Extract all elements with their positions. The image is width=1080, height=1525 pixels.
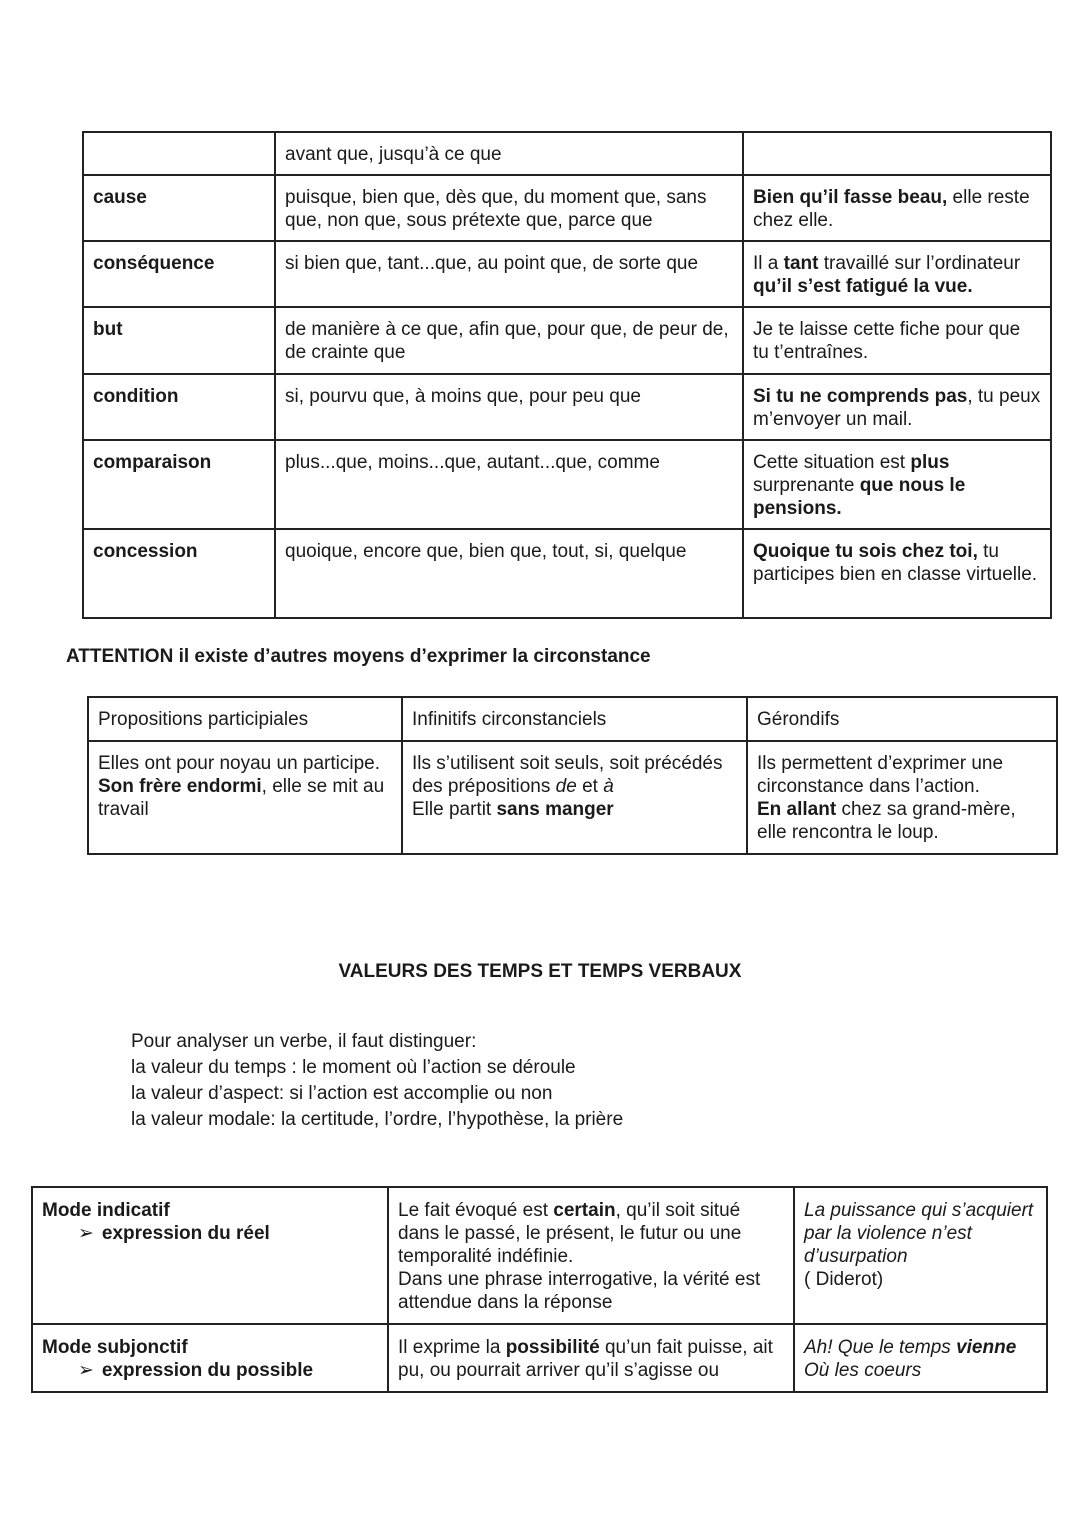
conjunctions-cell: de manière à ce que, afin que, pour que, de peur de, de crainte que (275, 307, 743, 374)
column-header: Infinitifs circonstanciels (402, 697, 747, 741)
text-run: surprenante (753, 475, 860, 496)
example-cell (743, 307, 1051, 374)
text-run: qu’un fait puisse, ait pu, ou pourrait arriver qu’il s’agisse ou (398, 1337, 773, 1381)
category-cell: concession (83, 529, 275, 618)
text-run: Il a (753, 253, 784, 274)
mode-name: Mode subjonctif (42, 1337, 188, 1358)
text-run: En allant (757, 799, 837, 820)
conjunctions-cell: puisque, bien que, dès que, du moment que, sans que, non que, sous prétexte que, parce que (275, 175, 743, 241)
text-run: Il exprime la (398, 1337, 506, 1358)
text-run: que nous le pensions. (753, 475, 966, 519)
example-cell (743, 132, 1051, 175)
text-run: Ils permettent d’exprimer une circonstance dans l’action. (757, 753, 1004, 797)
text-run: Bien qu’il fasse beau, (753, 187, 948, 208)
column-header: Propositions participiales (88, 697, 402, 741)
text-run: Cette situation est (753, 452, 911, 473)
intro-line: Pour analyser un verbe, il faut distinguer: (131, 1031, 477, 1052)
example-cell (794, 1187, 1047, 1324)
infinitive-cell (402, 741, 747, 854)
conjunctions-cell: si bien que, tant...que, au point que, de sorte que (275, 241, 743, 307)
mode-expression (42, 1222, 378, 1245)
text-run: Où les coeurs (804, 1360, 922, 1381)
table-row (32, 1324, 1047, 1392)
text-run: Elles ont pour noyau un participe. (98, 753, 381, 774)
mode-cell (32, 1324, 388, 1392)
text-run: Le fait évoqué est (398, 1200, 554, 1221)
intro-line: la valeur d’aspect: si l’action est accomplie ou non (131, 1083, 553, 1104)
text-run: qu’il s’est fatigué la vue. (753, 276, 973, 297)
table-row (83, 374, 1051, 440)
intro-paragraph (131, 1029, 623, 1133)
example-cell (794, 1324, 1047, 1392)
conjunctions-cell: avant que, jusqu’à ce que (275, 132, 743, 175)
text-run: vienne (956, 1337, 1017, 1358)
text-run: de (555, 776, 577, 797)
table-row (83, 440, 1051, 529)
table-row (83, 132, 1051, 175)
category-cell (83, 132, 275, 175)
text-run: Ah! Que le temps (804, 1337, 957, 1358)
mode-name: Mode indicatif (42, 1200, 170, 1221)
section-title: VALEURS DES TEMPS ET TEMPS VERBAUX (338, 961, 742, 982)
table-header-row (88, 697, 1057, 741)
mode-expression-label: expression du possible (101, 1360, 314, 1381)
conjunctions-cell: quoique, encore que, bien que, tout, si, quelque (275, 529, 743, 618)
text-run: , qu’il soit situé dans le passé, le présent, le futur ou une temporalité indéfinie. (398, 1200, 742, 1267)
text-run: ( Diderot) (804, 1269, 884, 1290)
attention-note: ATTENTION il existe d’autres moyens d’exprimer la circonstance (66, 646, 651, 667)
category-cell: cause (83, 175, 275, 241)
text-run: Si tu ne comprends pas (753, 386, 968, 407)
table-row (83, 307, 1051, 374)
text-run: Je te laisse cette fiche pour que tu t’entraînes. (753, 319, 1021, 363)
text-run: et (576, 776, 604, 797)
text-run: elle reste chez elle. (753, 187, 1030, 231)
description-cell (388, 1187, 794, 1324)
text-run: travaillé sur l’ordinateur (818, 253, 1021, 274)
table-row (83, 175, 1051, 241)
other-circumstance-means-table (87, 696, 1058, 855)
subordinate-conjunctions-table (82, 131, 1052, 619)
example-cell (743, 529, 1051, 618)
example-cell (743, 440, 1051, 529)
text-run: Son frère endormi (98, 776, 262, 797)
text-run: Elle partit (412, 799, 497, 820)
text-run: , tu peux m’envoyer un mail. (753, 386, 1041, 430)
text-run: chez sa grand-mère, elle rencontra le loup. (757, 799, 1016, 843)
text-run: La puissance qui s’acquiert par la violence n’est d’usurpation (804, 1200, 1034, 1267)
table-row (88, 741, 1057, 854)
arrow-bullet-icon: ➢ (78, 1223, 94, 1244)
mode-cell (32, 1187, 388, 1324)
participial-cell (88, 741, 402, 854)
category-cell: comparaison (83, 440, 275, 529)
text-run: à (603, 776, 614, 797)
example-cell (743, 241, 1051, 307)
text-run: sans manger (496, 799, 614, 820)
conjunctions-cell: si, pourvu que, à moins que, pour peu que (275, 374, 743, 440)
gerund-cell (747, 741, 1057, 854)
mode-expression-label: expression du réel (101, 1223, 270, 1244)
text-run: Quoique tu sois chez toi, (753, 541, 978, 562)
intro-line: la valeur du temps : le moment où l’action se déroule (131, 1057, 576, 1078)
category-cell: conséquence (83, 241, 275, 307)
text-run: , elle se mit au travail (98, 776, 385, 820)
example-cell (743, 175, 1051, 241)
conjunctions-cell: plus...que, moins...que, autant...que, comme (275, 440, 743, 529)
category-cell: but (83, 307, 275, 374)
text-run: plus (910, 452, 950, 473)
category-cell: condition (83, 374, 275, 440)
text-run: tu participes bien en classe virtuelle. (753, 541, 1038, 585)
mode-expression (42, 1359, 378, 1382)
table-row (83, 529, 1051, 618)
text-run: possibilité (505, 1337, 600, 1358)
arrow-bullet-icon: ➢ (78, 1360, 94, 1381)
description-cell (388, 1324, 794, 1392)
column-header: Gérondifs (747, 697, 1057, 741)
text-run: tant (783, 253, 819, 274)
intro-line: la valeur modale: la certitude, l’ordre, l’hypothèse, la prière (131, 1109, 624, 1130)
text-run: Ils s’utilisent soit seuls, soit précédés des prépositions (412, 753, 723, 797)
table-row (32, 1187, 1047, 1324)
verb-modes-table (31, 1186, 1048, 1393)
text-run: certain (553, 1200, 616, 1221)
example-cell (743, 374, 1051, 440)
table-row (83, 241, 1051, 307)
text-run: Dans une phrase interrogative, la vérité est attendue dans la réponse (398, 1269, 761, 1313)
